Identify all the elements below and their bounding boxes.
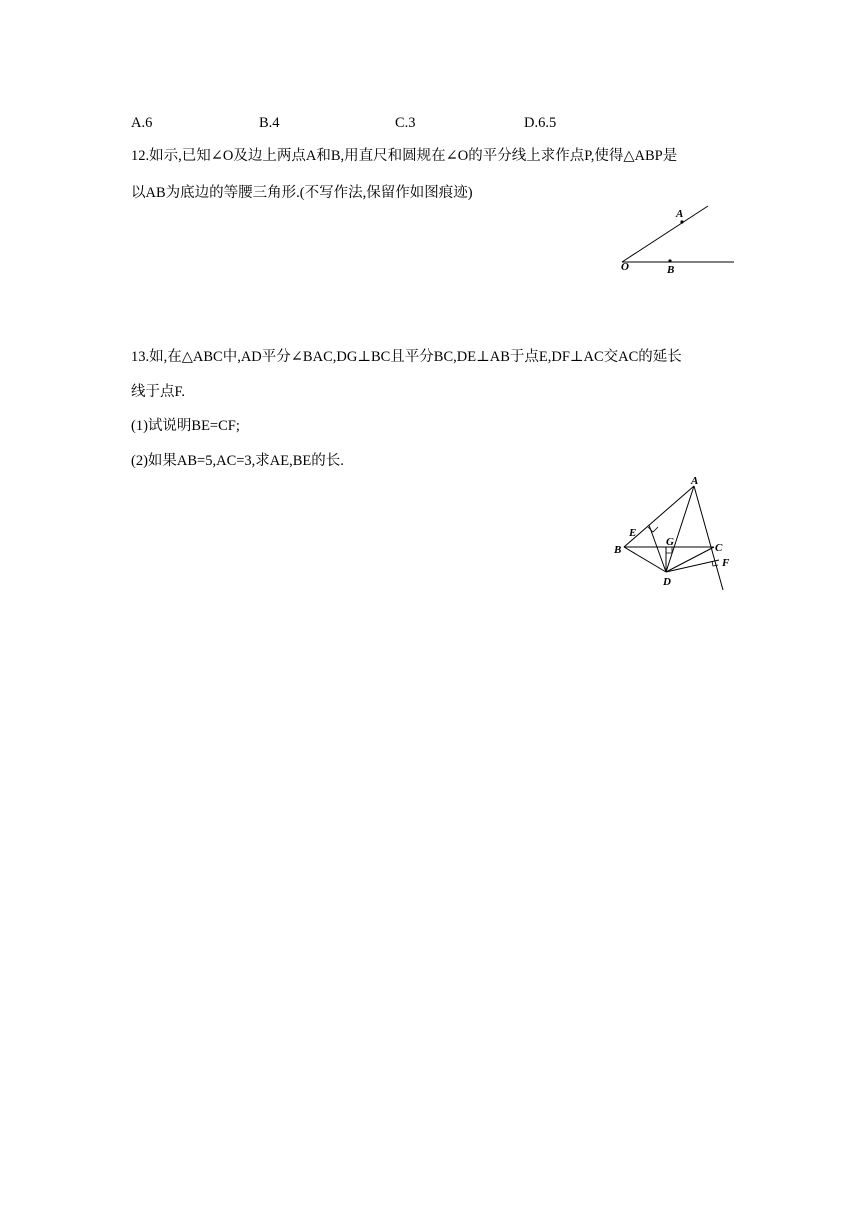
point-b-dot (668, 259, 671, 262)
q13-text-line2: 线于点F. (131, 384, 186, 400)
label-b: B (614, 544, 622, 556)
label-a: A (691, 475, 699, 487)
option-a: A.6 (131, 115, 153, 131)
label-o: O (621, 261, 629, 273)
option-b: B.4 (259, 115, 280, 131)
option-d: D.6.5 (524, 115, 557, 131)
label-f: F (722, 557, 730, 569)
q12-angle-figure (612, 198, 742, 280)
point-a-dot (680, 220, 683, 223)
q13-triangle-figure (608, 472, 743, 594)
q13-part2: (2)如果AB=5,AC=3,求AE,BE的长. (131, 453, 344, 469)
q13-text-line1: 13.如,在△ABC中,AD平分∠BAC,DG⊥BC且平分BC,DE⊥AB于点E,DF⊥AC交AC的延长 (131, 349, 682, 365)
label-c: C (715, 542, 723, 554)
label-g: G (666, 536, 674, 548)
label-d: D (663, 576, 671, 588)
label-e: E (629, 527, 637, 539)
q12-text-line1: 12.如示,已知∠O及边上两点A和B,用直尺和圆规在∠O的平分线上求作点P,使得△ABP是 (131, 148, 678, 164)
label-b: B (667, 264, 675, 276)
option-c: C.3 (395, 115, 416, 131)
label-a: A (676, 208, 684, 220)
q13-part1: (1)试说明BE=CF; (131, 418, 240, 434)
q12-text-line2: 以AB为底边的等腰三角形.(不写作法,保留作如图痕迹) (131, 185, 473, 201)
